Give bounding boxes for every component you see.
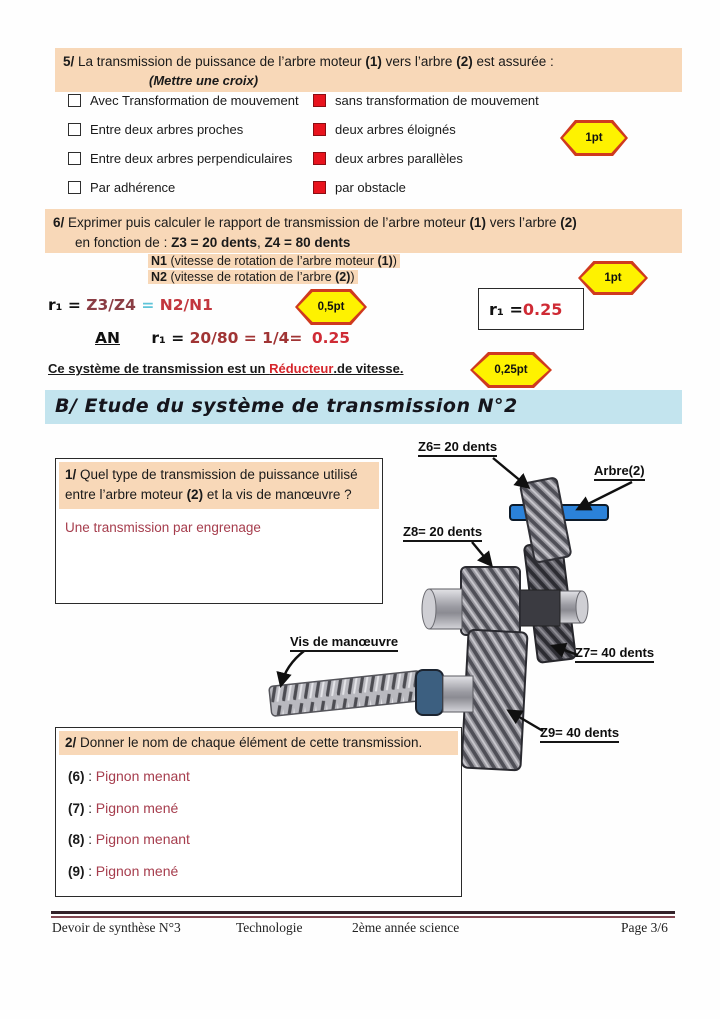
label-arbre2: Arbre(2)	[594, 463, 645, 481]
q6-z3: Z3 = 20 dents	[171, 234, 257, 250]
option-label: par obstacle	[335, 180, 406, 195]
checkbox-unchecked[interactable]	[68, 123, 81, 136]
q6-number: 6/	[53, 215, 65, 230]
item-number: (6)	[68, 769, 85, 784]
item-answer: Pignon menant	[95, 831, 190, 847]
q2-title-text: Donner le nom de chaque élément de cette transmission.	[76, 735, 423, 750]
points-label: 1pt	[585, 132, 603, 144]
points-badge	[470, 352, 552, 388]
option-label: Entre deux arbres proches	[90, 122, 244, 137]
hub-dark	[516, 590, 560, 626]
an-r1: r₁ =	[151, 329, 190, 347]
q5-title-text-1: La transmission de puissance de l’arbre moteur	[74, 54, 366, 69]
formula-z3z4: Z3/Z4	[86, 296, 136, 314]
points-label: 1pt	[604, 272, 622, 284]
n2-text: (vitesse de rotation de l’arbre	[166, 270, 336, 284]
q6-note-n2	[148, 270, 358, 284]
item-answer: Pignon mené	[95, 863, 179, 879]
q1-ref: (2)	[186, 487, 204, 503]
q5-title	[63, 52, 674, 72]
item-separator: :	[84, 801, 96, 816]
q5-title-text-3: est assurée :	[472, 54, 554, 69]
checkbox-unchecked[interactable]	[68, 94, 81, 107]
conclusion-pre: Ce système de transmission est un	[48, 361, 270, 376]
formula-r1: r₁ =	[48, 296, 87, 314]
q1-text-2: et la vis de manœuvre ?	[203, 487, 352, 503]
option-label: Entre deux arbres perpendiculaires	[90, 151, 293, 166]
q2-box	[55, 727, 462, 897]
points-badge	[295, 289, 367, 325]
checkbox-checked[interactable]	[313, 181, 326, 194]
q6-z4: Z4 = 80 dents	[264, 234, 351, 250]
item-separator: :	[84, 769, 96, 784]
option-label: Avec Transformation de mouvement	[90, 93, 299, 108]
item-number: (8)	[68, 832, 85, 847]
label-z9: Z9= 40 dents	[540, 725, 619, 743]
screw-collar	[416, 670, 443, 715]
conclusion-keyword: Réducteur	[269, 361, 334, 376]
n1-text: (vitesse de rotation de l’arbre moteur	[166, 254, 378, 268]
n1-ref: (1)	[377, 254, 393, 268]
q6-title-text-1: Exprimer puis calculer le rapport de transmission de l’arbre moteur	[64, 215, 470, 230]
an-calc: 20/80 = 1/4=	[189, 329, 303, 347]
n2-ref: (2)	[335, 270, 351, 284]
points-badge	[578, 261, 648, 295]
option-label: deux arbres parallèles	[335, 151, 463, 166]
shaft-left-cap	[422, 589, 436, 629]
q5-number: 5/	[63, 54, 75, 69]
q1-answer: Une transmission par engrenage	[65, 519, 261, 535]
item-number: (9)	[68, 864, 85, 879]
numeric-application-line	[95, 329, 350, 347]
option-label: Par adhérence	[90, 180, 176, 195]
label-vis: Vis de manœuvre	[290, 634, 398, 652]
q2-item	[68, 768, 190, 784]
item-answer: Pignon menant	[95, 768, 190, 784]
result-value: 0.25	[522, 299, 563, 319]
footer-grade: 2ème année science	[352, 920, 460, 935]
q1-number: 1/	[65, 467, 77, 482]
checkbox-checked[interactable]	[313, 94, 326, 107]
conclusion-post: .de vitesse.	[333, 361, 404, 376]
item-separator: :	[84, 832, 96, 847]
item-separator: :	[84, 864, 96, 879]
q2-item	[68, 863, 178, 879]
q5-instruction: (Mettre une croix)	[149, 72, 259, 88]
q6-sub-pre: en fonction de :	[75, 234, 172, 250]
option-label: deux arbres éloignés	[335, 122, 456, 137]
arrow-vis	[281, 651, 304, 685]
q1-text-1: Quel type de transmission de puissance utilisé entre l’arbre moteur	[65, 467, 358, 503]
gear-z8	[461, 567, 520, 635]
q6-title-text-2: vers l’arbre	[485, 215, 561, 230]
q6-subtitle	[75, 233, 674, 253]
points-label: 0,25pt	[494, 364, 528, 376]
checkbox-checked[interactable]	[313, 152, 326, 165]
q6-ref-2: (2)	[560, 215, 577, 230]
result-r1: r₁ =	[489, 299, 523, 319]
q2-item	[68, 831, 190, 847]
n2-end: )	[350, 270, 355, 284]
label-z6: Z6= 20 dents	[418, 439, 497, 457]
result-box	[478, 288, 584, 330]
footer-doc-title: Devoir de synthèse N°3	[52, 920, 181, 935]
checkbox-unchecked[interactable]	[68, 181, 81, 194]
transmission-ratio-formula	[48, 296, 213, 314]
an-label: AN	[95, 329, 120, 347]
arrow-z8	[472, 542, 491, 565]
q5-ref-1: (1)	[365, 54, 382, 69]
an-value: 0.25	[311, 329, 351, 347]
label-z8: Z8= 20 dents	[403, 524, 482, 542]
arrow-z6	[493, 458, 528, 487]
q5-option-row	[0, 181, 720, 197]
q5-option-row	[0, 94, 720, 110]
points-label: 0,5pt	[317, 301, 345, 313]
q2-item	[68, 800, 178, 816]
q6-sub-sep: ,	[257, 234, 265, 250]
q6-header-band	[45, 209, 682, 253]
formula-equals: =	[135, 296, 160, 314]
q2-number: 2/	[65, 735, 77, 750]
item-number: (7)	[68, 801, 85, 816]
n1-end: )	[392, 254, 397, 268]
footer-rule	[51, 911, 675, 918]
gear-figure-svg	[260, 425, 720, 775]
footer-page-number: Page 3/6	[621, 920, 668, 935]
section-b-header: B/ Etude du système de transmission N°2	[45, 390, 682, 424]
screw-sleeve	[443, 676, 473, 712]
q6-title	[53, 213, 674, 233]
lead-screw	[269, 671, 423, 717]
gear-figure	[260, 425, 720, 775]
points-badge	[560, 120, 628, 156]
label-z7: Z7= 40 dents	[575, 645, 654, 663]
item-answer: Pignon mené	[95, 800, 179, 816]
option-label: sans transformation de mouvement	[335, 93, 539, 108]
q5-ref-2: (2)	[456, 54, 473, 69]
formula-n2n1: N2/N1	[159, 296, 213, 314]
q5-title-text-2: vers l’arbre	[381, 54, 457, 69]
conclusion-line	[48, 361, 404, 376]
shaft-right-cap	[576, 591, 588, 623]
checkbox-checked[interactable]	[313, 123, 326, 136]
q6-ref-1: (1)	[469, 215, 486, 230]
footer-subject: Technologie	[236, 920, 303, 935]
q2-question	[59, 731, 458, 755]
q5-header-band	[55, 48, 682, 92]
checkbox-unchecked[interactable]	[68, 152, 81, 165]
q6-note-n1	[148, 254, 400, 268]
n1-symbol: N1	[151, 254, 167, 268]
n2-symbol: N2	[151, 270, 167, 284]
